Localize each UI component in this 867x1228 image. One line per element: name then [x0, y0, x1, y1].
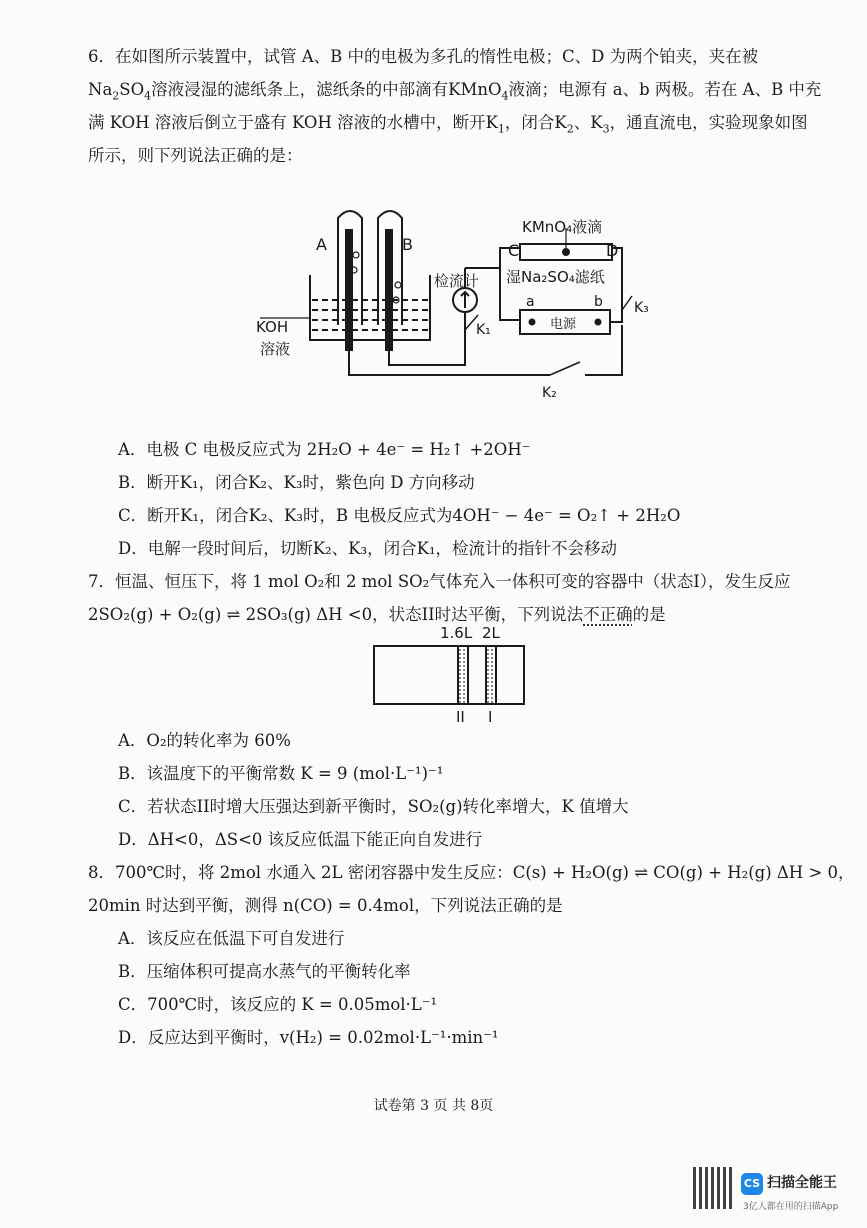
koh-label: KOH	[256, 318, 289, 336]
q6-option-c: C．断开K₁，闭合K₂、K₃时，B 电极反应式为4OH⁻ − 4e⁻ = O₂↑ + 2H₂O	[118, 506, 681, 525]
pole-a-label: a	[526, 294, 535, 310]
qr-code-icon	[693, 1167, 735, 1209]
q6-stem-line-4: 所示，则下列说法正确的是：	[88, 146, 303, 165]
q8-stem-line-1: 8．700℃时，将 2mol 水通入 2L 密闭容器中发生反应：C(s) + H₂O(g) ⇌ CO(g) + H₂(g) ΔH > 0，	[88, 863, 855, 882]
vol-2L: 2L	[482, 624, 500, 642]
state-i-label: I	[488, 708, 493, 726]
q8-option-d: D．反应达到平衡时，v(H₂) = 0.02mol·L⁻¹·min⁻¹	[118, 1028, 499, 1047]
q6-option-a: A．电极 C 电极反应式为 2H₂O + 4e⁻ = H₂↑ +2OH⁻	[118, 440, 531, 459]
koh-solution-label: 溶液	[260, 340, 291, 358]
q6-option-d: D．电解一段时间后，切断K₂、K₃，闭合K₁，检流计的指针不会移动	[118, 539, 618, 558]
cs-logo-icon: CS	[741, 1173, 763, 1195]
k1-label: K₁	[476, 322, 491, 338]
state-ii-label: II	[456, 708, 465, 726]
q6-apparatus-diagram	[250, 200, 650, 410]
page-footer: 试卷第 3 页 共 8页	[373, 1098, 494, 1114]
power-label: 电源	[550, 317, 577, 332]
pole-b-label: b	[594, 294, 603, 310]
label-B: B	[402, 235, 413, 254]
scanner-brand: 扫描全能王	[767, 1175, 837, 1191]
q7-container-diagram	[370, 620, 530, 730]
q6-stem-line-2: $Na_2SO_4$溶液浸湿的滤纸条上，滤纸条的中部滴有KMnO$_4$液滴；电源有 a、b 两极。若在 A、B 中充	[88, 80, 822, 103]
scanner-watermark	[693, 1167, 853, 1217]
k2-label: K₂	[542, 385, 557, 401]
filter-paper-label: 湿Na₂SO₄滤纸	[506, 268, 605, 286]
q6-stem-line-1: 6．在如图所示装置中，试管 A、B 中的电极为多孔的惰性电极；C、D 为两个铂夹，夹在被	[88, 47, 759, 66]
label-D: D	[606, 241, 619, 260]
q7-option-d: D．ΔH<0，ΔS<0 该反应低温下能正向自发进行	[118, 830, 483, 849]
vol-1-6L: 1.6L	[440, 624, 473, 642]
q6-stem-line-3: 满 KOH 溶液后倒立于盛有 KOH 溶液的水槽中，断开$K_1$，闭合$K_2$、$K_3$，通直流电，实验现象如图	[88, 113, 808, 136]
q7-stem-line-1: 7．恒温、恒压下，将 1 mol O₂和 2 mol SO₂气体充入一体积可变的容器中（状态I），发生反应	[88, 572, 791, 591]
q6-option-b: B．断开K₁，闭合K₂、K₃时，紫色向 D 方向移动	[118, 473, 475, 492]
q8-option-a: A．该反应在低温下可自发进行	[118, 929, 345, 948]
q7-stem-line-2: 2SO₂(g) + O₂(g) ⇌ 2SO₃(g) ΔH <0，状态II时达平衡，下列说法不正确的是	[88, 605, 666, 624]
q8-option-b: B．压缩体积可提高水蒸气的平衡转化率	[118, 962, 411, 981]
scanner-tagline: 3亿人都在用的扫描App	[743, 1202, 839, 1212]
galvanometer-label: 检流计	[434, 272, 480, 290]
label-C: C	[508, 241, 520, 260]
q7-option-a: A．O₂的转化率为 60%	[118, 731, 291, 750]
k3-label: K₃	[634, 300, 649, 316]
kmno4-label: KMnO₄液滴	[522, 218, 603, 236]
label-A: A	[316, 235, 327, 254]
q7-option-b: B．该温度下的平衡常数 K = 9 (mol·L⁻¹)⁻¹	[118, 764, 444, 783]
q8-stem-line-2: 20min 时达到平衡，测得 n(CO) = 0.4mol，下列说法正确的是	[88, 896, 563, 915]
q7-option-c: C．若状态II时增大压强达到新平衡时，SO₂(g)转化率增大，K 值增大	[118, 797, 629, 816]
q8-option-c: C．700℃时，该反应的 K = 0.05mol·L⁻¹	[118, 995, 438, 1014]
